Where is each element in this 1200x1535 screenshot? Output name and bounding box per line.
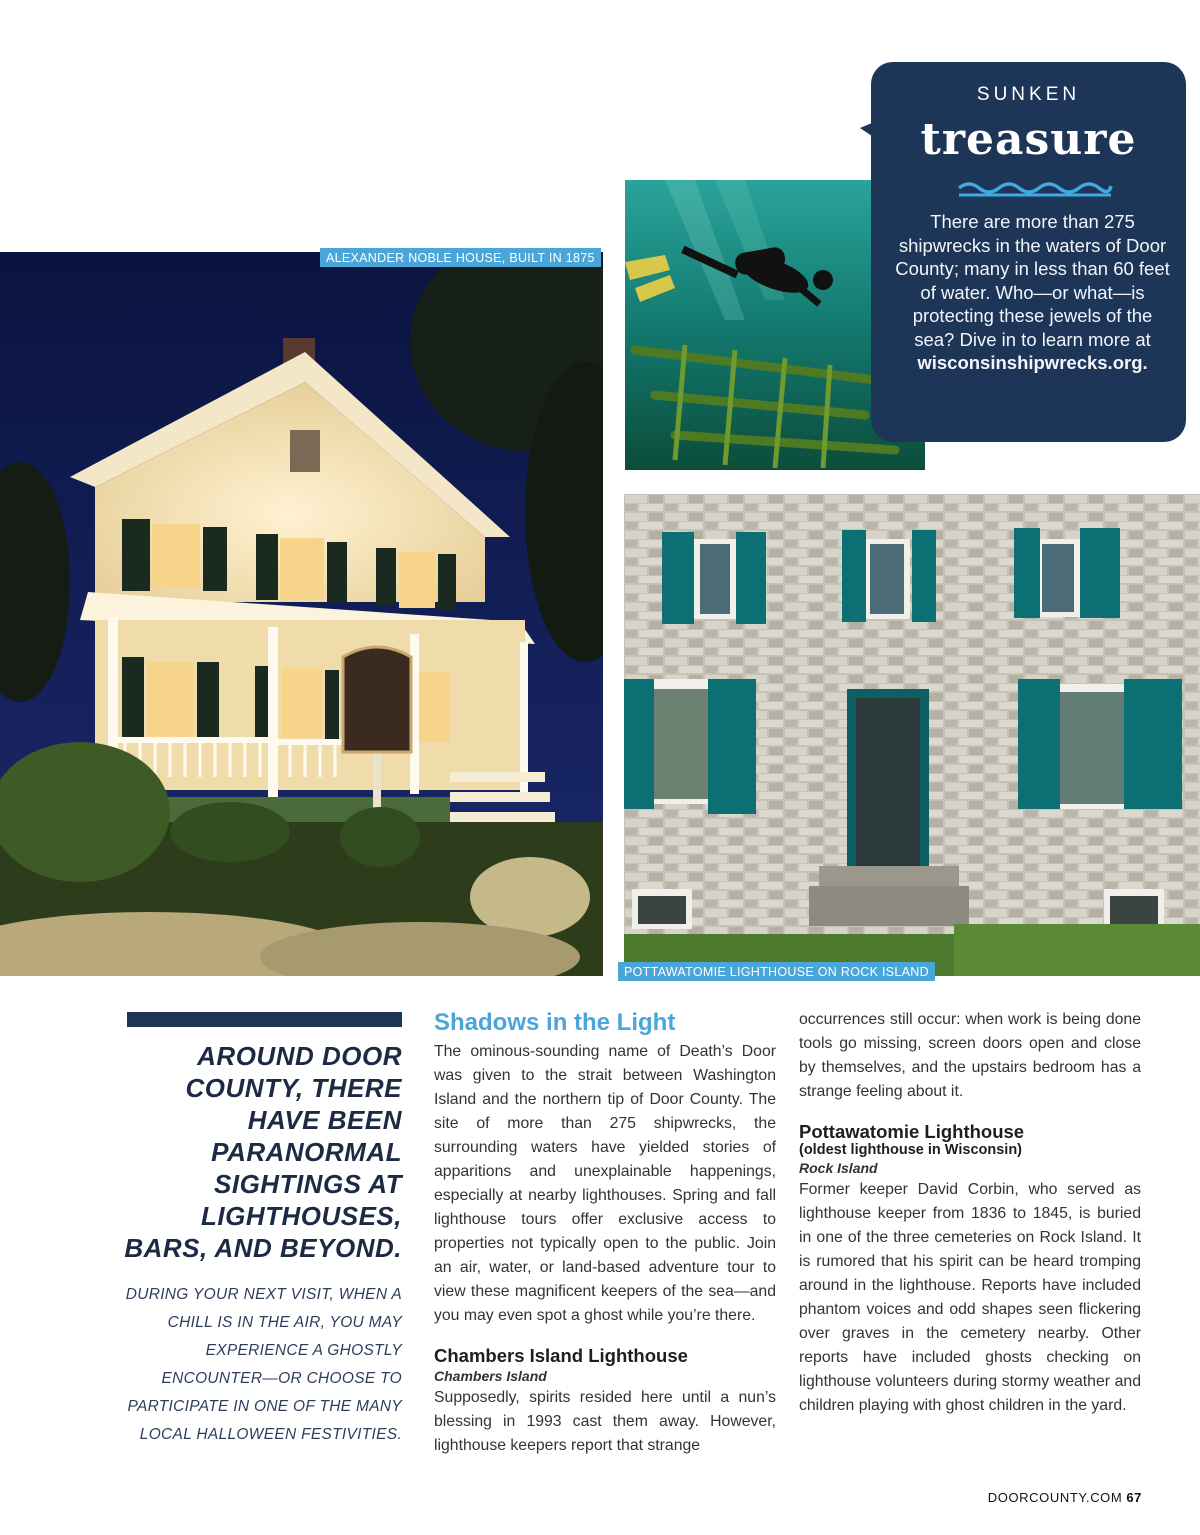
pottawatomie-paragraph: Former keeper David Corbin, who served as lighthouse keeper from 1836 to 1845, is buried in one of the three cemeteries on Rock Island. It is rumored that his spirit can be heard tromping around in the lighthouse. Reports have included phantom voices and odd shapes seen flickering over graves in the cemetery nearby. Other reports have included ghosts checking on lighthouse volunteers during stormy weather and children playing with ghost children in the yard. — [799, 1181, 1141, 1414]
pull-quote: AROUND DOOR COUNTY, THERE HAVE BEEN PARANORMAL SIGHTINGS AT LIGHTHOUSES, BARS, AND BEYOND. — [124, 1041, 402, 1263]
folio-site: DOORCOUNTY.COM — [987, 1490, 1123, 1505]
page-folio — [988, 1490, 1142, 1505]
article-title: Shadows in the Light — [434, 1009, 676, 1036]
pottawatomie-heading: Pottawatomie Lighthouse — [799, 1121, 1025, 1142]
page-number: 67 — [1126, 1490, 1142, 1505]
alexander-noble-house-photo — [0, 252, 603, 976]
sidebar-body — [893, 210, 1172, 375]
sunken-treasure-sidebar — [871, 62, 1186, 442]
article-column-middle — [434, 1008, 776, 1458]
sidebar-title: treasure — [920, 114, 1137, 165]
pottawatomie-note: (oldest lighthouse in Wisconsin) — [799, 1142, 1023, 1158]
pottawatomie-lighthouse-photo — [624, 494, 1200, 976]
wave-icon — [957, 178, 1113, 200]
intro-deck: DURING YOUR NEXT VISIT, WHEN A CHILL IS IN THE AIR, YOU MAY EXPERIENCE A GHOSTLY ENCOUNTER—OR CHOOSE TO PARTICIPATE IN ONE OF THE MANY LOCAL HALLOWEEN FESTIVITIES. — [125, 1286, 402, 1443]
sidebar-body-text: There are more than 275 shipwrecks in the waters of Door County; many in less than 60 feet of water. Who—or what—is protecting these jewels of the sea? Dive in to learn more at — [895, 211, 1170, 350]
chambers-paragraph-continued: occurrences still occur: when work is being done tools go missing, screen doors open and close by themselves, and the upstairs bedroom has a strange feeling about it. — [799, 1011, 1141, 1100]
chambers-paragraph: Supposedly, spirits resided here until a nun’s blessing in 1993 cast them away. However, lighthouse keepers report that strange — [434, 1389, 776, 1454]
chambers-location: Chambers Island — [434, 1368, 547, 1384]
lighthouse-photo-caption: POTTAWATOMIE LIGHTHOUSE ON ROCK ISLAND — [618, 962, 935, 981]
pottawatomie-location: Rock Island — [799, 1160, 878, 1176]
article-intro-paragraph: The ominous-sounding name of Death’s Door was given to the strait between Washington Island and the northern tip of Door County. The site of more than 275 shipwrecks, the surrounding waters have yielded stories of apparitions and unexplainable happenings, especially at nearby lighthouses. Spring and fall lighthouse tours offer exclusive access to properties not typically open to the public. Join an air, water, or land-based adventure tour to view these magnificent keepers of the sea—and you may even spot a ghost while you’re there. — [434, 1043, 776, 1324]
house-photo-caption: ALEXANDER NOBLE HOUSE, BUILT IN 1875 — [320, 248, 601, 267]
sidebar-kicker: SUNKEN — [976, 84, 1081, 105]
article-column-right — [799, 1008, 1141, 1418]
pull-quote-rule — [127, 1012, 402, 1027]
chambers-heading: Chambers Island Lighthouse — [434, 1345, 688, 1366]
shipwrecks-website-link[interactable]: wisconsinshipwrecks.org. — [917, 352, 1148, 373]
